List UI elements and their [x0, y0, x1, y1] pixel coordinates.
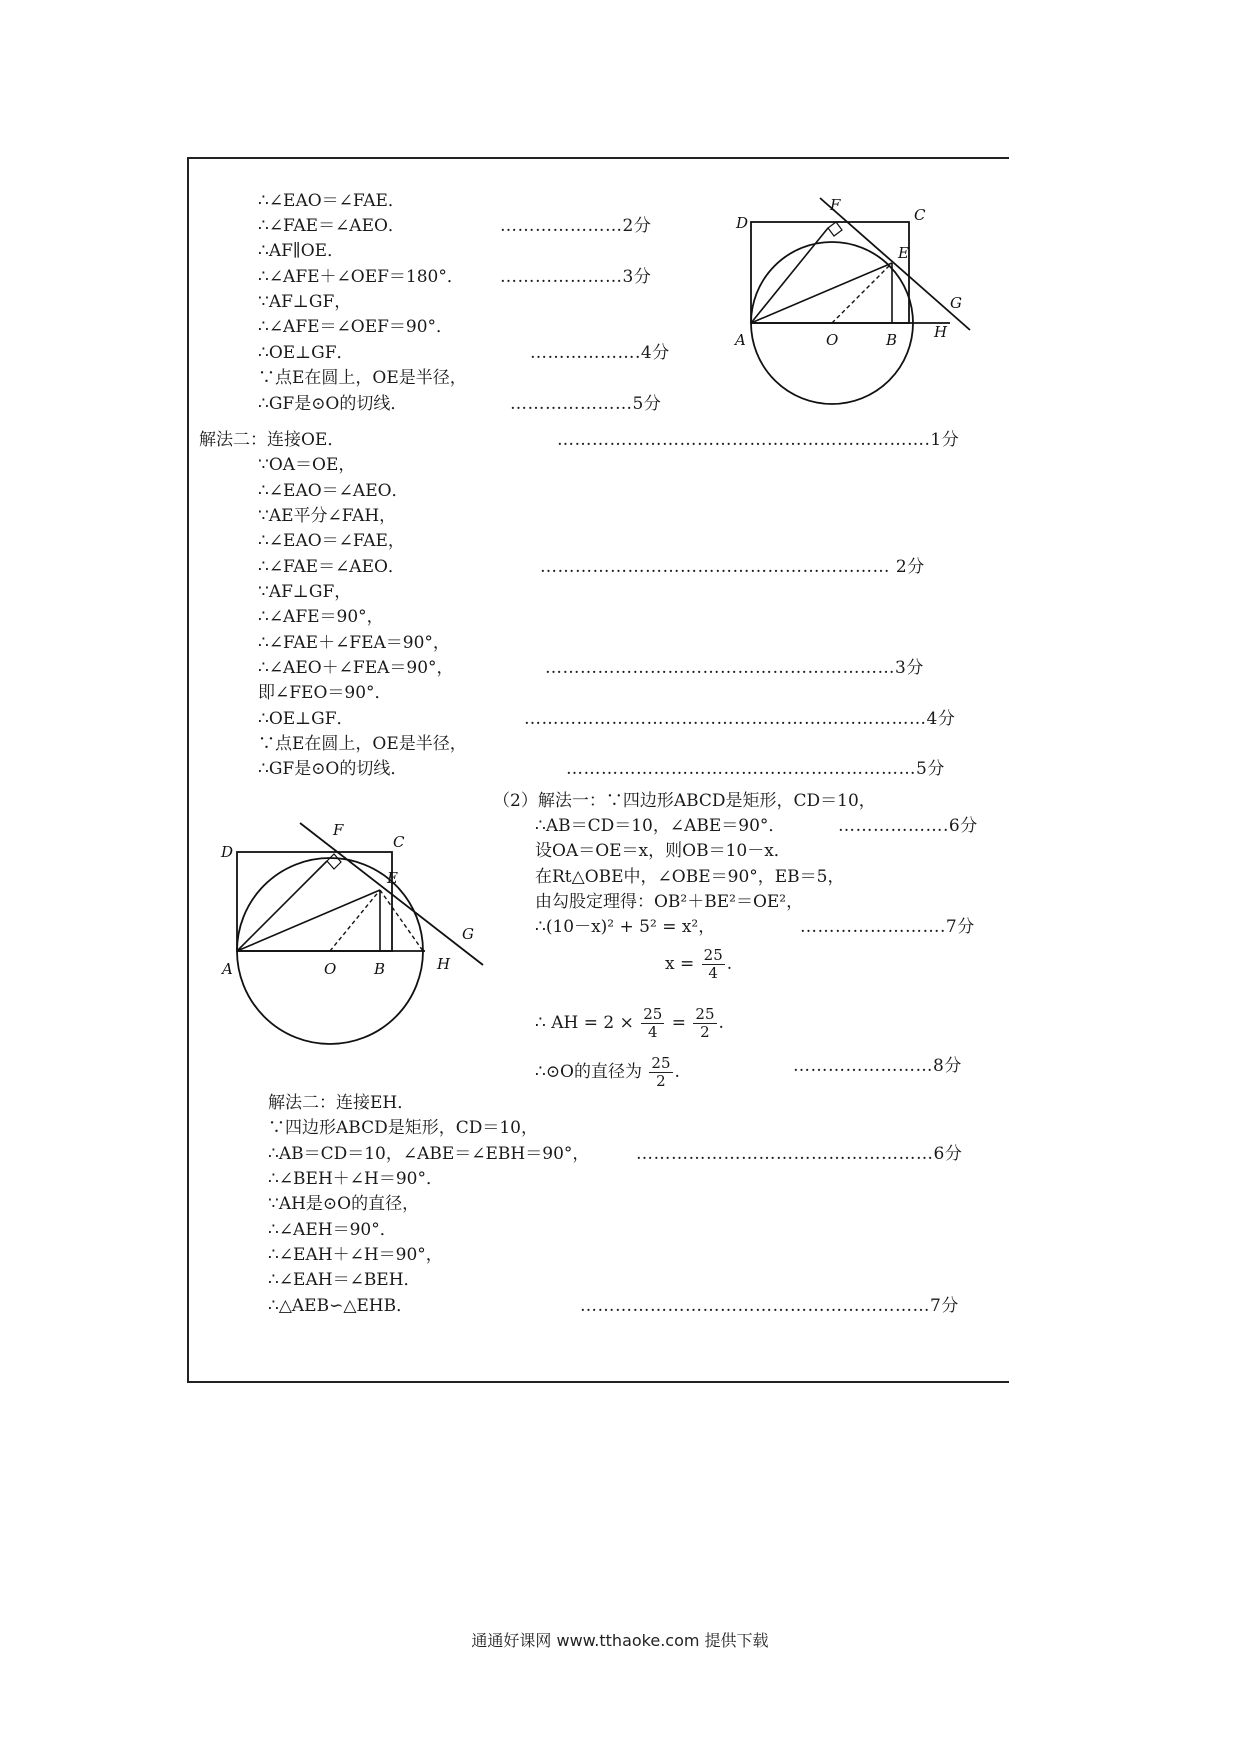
proof-line: 在Rt△OBE中，∠OBE＝90°，EB＝5，: [535, 867, 845, 887]
label-A: A: [222, 960, 233, 978]
equation-lhs: ∴ AH = 2 ×: [535, 1013, 634, 1033]
fraction-denominator: 2: [656, 1072, 666, 1090]
score-mark: ……………………………………………………7分: [580, 1296, 959, 1316]
label-B: B: [374, 960, 386, 978]
score-mark: ……………………………………………………………4分: [524, 709, 956, 729]
proof-line: ∴∠EAO＝∠AEO．: [258, 481, 409, 501]
fraction: [693, 1006, 716, 1041]
score-mark: ……………………………………………………….1分: [557, 430, 960, 450]
proof-line: ∴ AH = 2 × $\frac{25}{4}$ = $\frac{25}{2}$ .: [535, 1005, 724, 1041]
proof-line: ∵点E在圆上，OE是半径，: [258, 734, 467, 754]
score-mark: …………………5分: [510, 394, 662, 414]
fraction-numerator: 25: [651, 1054, 671, 1072]
label-D: D: [221, 843, 234, 861]
proof-line: ∵OA＝OE，: [258, 455, 356, 475]
label-D: D: [736, 214, 749, 232]
proof-line: ∵四边形ABCD是矩形，CD＝10，: [268, 1118, 538, 1138]
label-G: G: [462, 925, 474, 943]
proof-line: ∴(10－x)² + 5² = x²，: [535, 917, 716, 937]
label-F: F: [333, 821, 344, 839]
proof-line: ∴∠EAH＋∠H＝90°，: [268, 1245, 443, 1265]
proof-line: ∵AE平分∠FAH，: [258, 506, 397, 526]
proof-line: ∵AF⊥GF，: [258, 582, 352, 602]
label-C: C: [914, 206, 926, 224]
method-title: 解法二：连接OE．: [199, 430, 345, 450]
score-mark: ……………….6分: [838, 816, 978, 836]
score-mark: …………………………………………………… 2分: [540, 557, 925, 577]
proof-line: 设OA＝OE＝x，则OB＝10－x．: [535, 841, 791, 861]
equals-sign: =: [671, 1013, 686, 1033]
score-mark: ……………………………………………………3分: [545, 658, 924, 678]
label-H: H: [437, 955, 451, 973]
label-E: E: [387, 869, 398, 887]
proof-line: ∴∠AEO＋∠FEA＝90°，: [258, 658, 454, 678]
geometry-figure-2: [215, 815, 500, 1070]
score-mark: …………………2分: [500, 216, 652, 236]
proof-line: ∴GF是⊙O的切线．: [258, 759, 408, 779]
proof-line: ∴AF∥OE．: [258, 241, 345, 261]
label-G: G: [950, 294, 962, 312]
page-footer: 通通好课网 www.tthaoke.com 提供下载: [471, 1631, 769, 1650]
equation-lhs: x =: [665, 954, 695, 974]
proof-line: ∴∠FAE＝∠AEO．: [258, 557, 405, 577]
method-title: 解法二：连接EH．: [268, 1093, 415, 1113]
proof-line: ∴∠BEH＋∠H＝90°．: [268, 1169, 443, 1189]
fraction: [649, 1055, 672, 1090]
proof-line: ∴∠AFE＝∠OEF＝90°．: [258, 317, 454, 337]
proof-line: ∴∠EAH＝∠BEH．: [268, 1270, 421, 1290]
proof-line: ∴OE⊥GF．: [258, 709, 354, 729]
proof-line: ∴∠EAO＝∠FAE，: [258, 531, 405, 551]
label-B: B: [886, 331, 898, 349]
proof-line: ∴∠AEH＝90°．: [268, 1220, 397, 1240]
label-O: O: [324, 960, 337, 978]
proof-line: ∵点E在圆上，OE是半径，: [258, 368, 467, 388]
proof-line: ∴∠AFE＝90°，: [258, 607, 384, 627]
proof-line: ∴∠EAO＝∠FAE．: [258, 191, 405, 211]
score-mark: …………………3分: [500, 267, 652, 287]
label-F: F: [830, 196, 841, 214]
proof-line: ∴△AEB∽△EHB．: [268, 1296, 414, 1316]
label-E: E: [898, 244, 909, 262]
label-H: H: [934, 323, 948, 341]
geometry-figure-1: [730, 190, 1000, 430]
score-mark: ……………………………………………………5分: [566, 759, 945, 779]
score-mark: ……………………8分: [793, 1056, 962, 1076]
fraction-denominator: 4: [708, 964, 718, 982]
fraction-numerator: 25: [703, 946, 723, 964]
proof-line: 即∠FEO＝90°．: [258, 683, 392, 703]
label-C: C: [393, 833, 405, 851]
proof-line: ∴∠FAE＝∠AEO．: [258, 216, 405, 236]
score-mark: ……………………………………………6分: [636, 1144, 963, 1164]
diameter-statement: ∴⊙O的直径为: [535, 1062, 642, 1082]
proof-line: ∴AB＝CD＝10，∠ABE＝90°．: [535, 816, 786, 836]
proof-line: ∴OE⊥GF．: [258, 343, 354, 363]
proof-line: x = $\frac{25}{4}$ .: [665, 946, 733, 982]
proof-line: ∴⊙O的直径为 $\frac{25}{2}$ .: [535, 1054, 680, 1090]
fraction: [641, 1006, 664, 1041]
score-mark: …………………….7分: [800, 917, 975, 937]
fraction-denominator: 4: [648, 1023, 658, 1041]
fraction: [702, 947, 725, 982]
label-A: A: [735, 331, 746, 349]
proof-line: ∴AB＝CD＝10，∠ABE＝∠EBH＝90°，: [268, 1144, 590, 1164]
proof-line: ∴∠AFE＋∠OEF＝180°．: [258, 267, 464, 287]
label-O: O: [826, 331, 839, 349]
fraction-numerator: 25: [695, 1005, 715, 1023]
method-title: （2）解法一：∵四边形ABCD是矩形，CD＝10，: [493, 791, 876, 811]
proof-line: ∵AF⊥GF，: [258, 292, 352, 312]
proof-line: 由勾股定理得：OB²＋BE²＝OE²，: [535, 892, 804, 912]
proof-line: ∴GF是⊙O的切线．: [258, 394, 408, 414]
proof-line: ∵AH是⊙O的直径，: [268, 1194, 420, 1214]
score-mark: ……………….4分: [530, 343, 670, 363]
fraction-denominator: 2: [700, 1023, 710, 1041]
fraction-numerator: 25: [643, 1005, 663, 1023]
proof-line: ∴∠FAE＋∠FEA＝90°，: [258, 633, 450, 653]
